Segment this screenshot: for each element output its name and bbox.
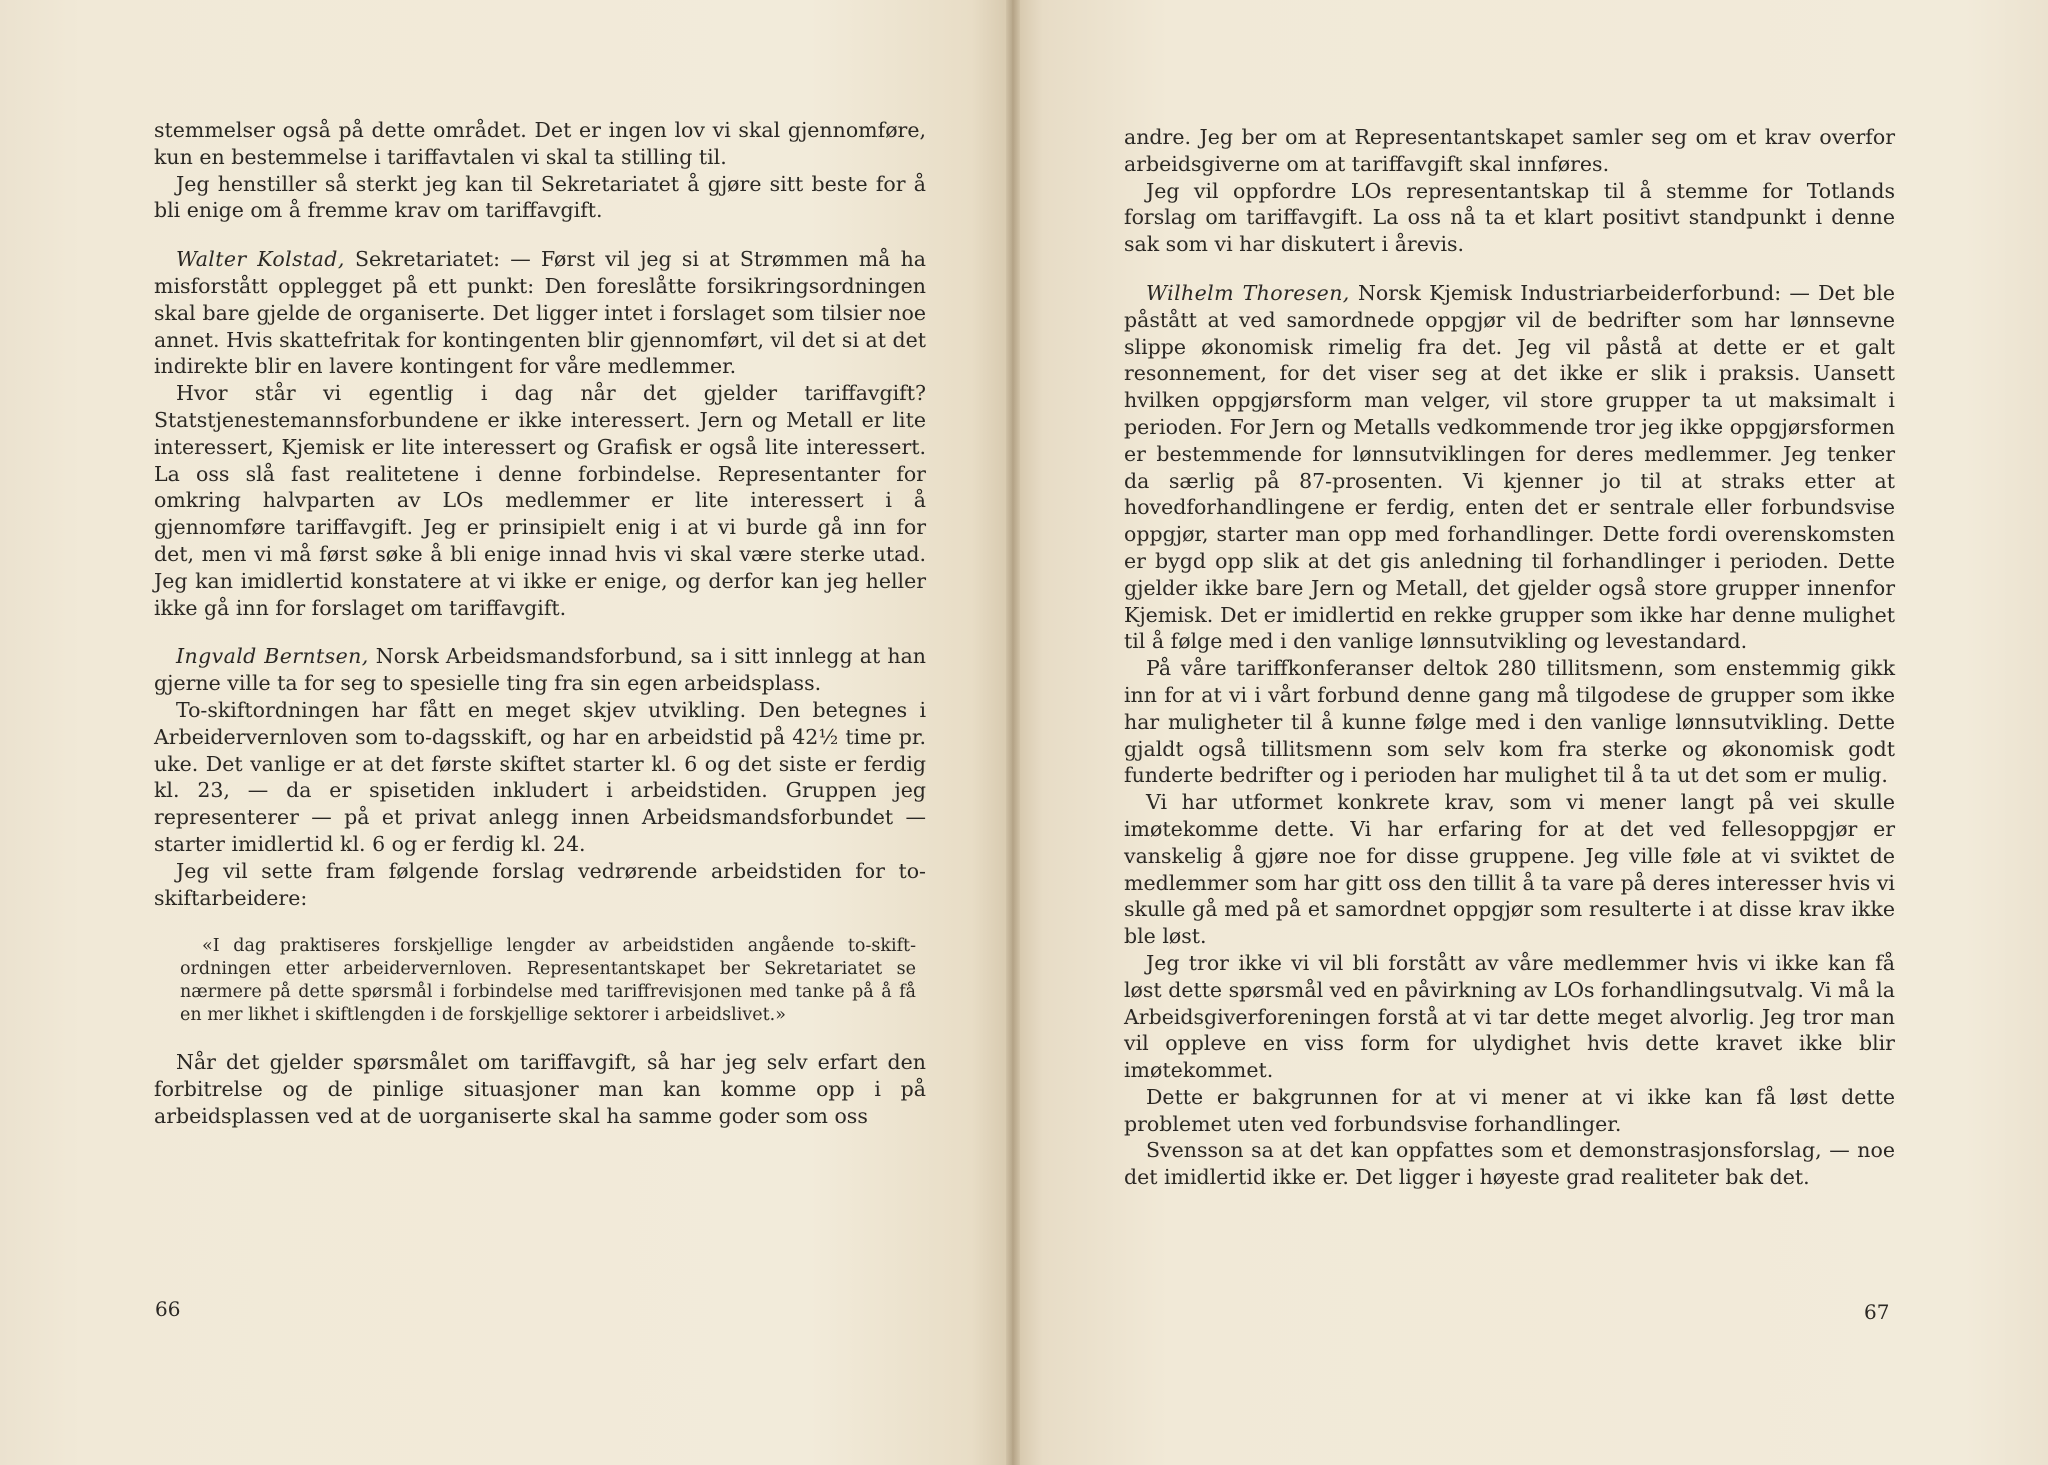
speaker-name: Wilhelm Thoresen, — [1146, 280, 1350, 305]
paragraph: På våre tariffkonferanser deltok 280 tillitsmenn, som enstemmig gikk inn for at vi i vårt forbund denne gang må tilgodese de grupper som ikke har muligheter til å kunne følge med i den vanlige lønnsutvikling. Dette gjaldt også tillitsmenn som selv kom fra sterke og økonomisk godt funderte bedrifter og i perioden har mulighet til å ta ut det som er mulig. — [1124, 656, 1895, 788]
paragraph: stemmelser også på dette området. Det er ingen lov vi skal gjennomføre, kun en bestemmelse i tariffavtalen vi skal ta stilling til. — [154, 118, 926, 169]
left-page — [0, 0, 1012, 1465]
speech-text: Norsk Kjemisk Industriarbeiderforbund: — Det ble påstått at ved samordnede oppgjør vil de bedrifter som har lønnsevne slippe økonomisk rimelig fra det. Jeg vil påstå at dette er et galt resonnement, for det viser seg at det ikke er slik i praksis. Uansett hvilken oppgjørsform man velger, vil store grupper ta ut maksimalt i perioden. For Jern og Metalls vedkommende tror jeg ikke oppgjørsformen er bestemmende for lønnsutviklingen for deres medlemmer. Jeg tenker da særlig på 87-prosenten. Vi kjenner jo til at straks etter at hovedforhandlingene er ferdig, enten det er sentrale eller forbundsvise oppgjør, starter man opp med forhandlinger. Dette fordi overenskomsten er bygd opp slik at det gis anledning til forhandlinger i perioden. Dette gjelder ikke bare Jern og Metall, det gjelder også store grupper innenfor Kjemisk. Det er imidlertid en rekke grupper som ikke har denne mulighet til å følge med i den vanlige lønnsutvikling og levestandard. — [1124, 280, 1895, 654]
paragraph: andre. Jeg ber om at Representantskapet samler seg om et krav overfor arbeidsgiverne om at tariffavgift skal innføres. — [1124, 125, 1895, 176]
paragraph: Svensson sa at det kan oppfattes som et demonstrasjonsforslag, — noe det imidlertid ikke er. Det ligger i høyeste grad realiteter bak det. — [1124, 1138, 1895, 1190]
paragraph: Når det gjelder spørsmålet om tariffavgift, så har jeg selv erfart den forbitrelse og de pinlige situasjoner man kan komme opp i på arbeidsplassen ved at de uorganiserte skal ha samme goder som oss — [154, 1050, 926, 1128]
left-page-text — [154, 117, 926, 1130]
paragraph: Jeg vil oppfordre LOs representantskap til å stemme for Totlands forslag om tariffavgift. La oss nå ta et klart positivt standpunkt i denne sak som vi har diskutert i årevis. — [1124, 178, 1895, 257]
paragraph: Jeg vil sette fram følgende forslag vedrørende arbeidstiden for to-skiftarbeidere: — [154, 858, 926, 910]
speech-paragraph — [1124, 280, 1895, 655]
speech-text: Norsk Arbeidsmandsforbund, sa i sitt innlegg at han gjerne ville ta for seg to spesielle ting fra sin egen arbeidsplass. — [154, 644, 927, 696]
right-page-text — [1124, 124, 1895, 1191]
speaker-name: Walter Kolstad, — [176, 247, 345, 272]
block-quote: «I dag praktiseres forskjellige lengder av arbeidstiden angående to-skift-ordningen etter arbeidervernloven. Representantskapet ber Sekretariatet se nærmere på dette spørsmål i forbindelse med tariffrevisjonen med tanke på å få en mer likhet i skiftlengden i de forskjellige sektorer i arbeidslivet.» — [180, 936, 916, 1026]
paragraph: Vi har utformet konkrete krav, som vi mener langt på vei skulle imøtekomme dette. Vi har erfaring for at det ved fellesoppgjør er vanskelig å gjøre noe for disse gruppene. Jeg ville føle at vi sviktet de medlemmer som har gitt oss den tillit å ta vare på deres interesser hvis vi skulle gå med på et samordnet oppgjør som resulterte i at disse krav ikke ble løst. — [1124, 790, 1895, 949]
page-number: 66 — [155, 1297, 181, 1321]
speaker-name: Ingvald Berntsen, — [176, 644, 369, 669]
paragraph: Hvor står vi egentlig i dag når det gjelder tariffavgift? Statstjenestemannsforbundene er ikke interessert. Jern og Metall er lite interessert, Kjemisk er lite interessert og Grafisk er også lite interessert. La oss slå fast realitetene i denne forbindelse. Representanter for omkring halvparten av LOs medlemmer er lite interessert i å gjennomføre tariffavgift. Jeg er prinsipielt enig i at vi burde gå inn for det, men vi må først søke å bli enige innad hvis vi skal være sterke utad. Jeg kan imidlertid konstatere at vi ikke er enige, og derfor kan jeg heller ikke gå inn for forslaget om tariffavgift. — [154, 381, 926, 620]
book-gutter — [1006, 0, 1020, 1465]
speech-text: Sekretariatet: — Først vil jeg si at Strømmen må ha misforstått opplegget på ett punkt: Den foreslåtte forsikringsordningen skal bare gjelde de organiserte. Det ligger intet i forslaget som tilsier noe annet. Hvis skattefritak for kontingenten blir gjennomført, vil det si at det indirekte blir en lavere kontingent for våre medlemmer. — [154, 247, 926, 379]
paragraph: Jeg tror ikke vi vil bli forstått av våre medlemmer hvis vi ikke kan få løst dette spørsmål ved en påvirkning av LOs forhandlingsutvalg. Vi må la Arbeidsgiverforeningen forstå at vi tar dette meget alvorlig. Jeg tror man vil oppleve en viss form for ulydighet hvis dette kravet ikke blir imøtekommet. — [1124, 950, 1895, 1083]
paragraph: Dette er bakgrunnen for at vi mener at vi ikke kan få løst dette problemet uten ved forbundsvise forhandlinger. — [1124, 1084, 1895, 1136]
speech-paragraph — [154, 643, 926, 697]
speech-paragraph — [154, 246, 926, 380]
paragraph: To-skiftordningen har fått en meget skjev utvikling. Den betegnes i Arbeidervernloven som to-dagsskift, og har en arbeidstid på 42½ time pr. uke. Det vanlige er at det første skiftet starter kl. 6 og det siste er ferdig kl. 23, — da er spisetiden inkludert i arbeidstiden. Gruppen jeg representerer — på et privat anlegg innen Arbeidsmandsforbundet — starter imidlertid kl. 6 og er ferdig kl. 24. — [154, 697, 926, 856]
page-number: 67 — [1864, 1300, 1890, 1324]
right-page — [1012, 0, 2048, 1465]
paragraph: Jeg henstiller så sterkt jeg kan til Sekretariatet å gjøre sitt beste for å bli enige om å fremme krav om tariffavgift. — [154, 171, 926, 223]
